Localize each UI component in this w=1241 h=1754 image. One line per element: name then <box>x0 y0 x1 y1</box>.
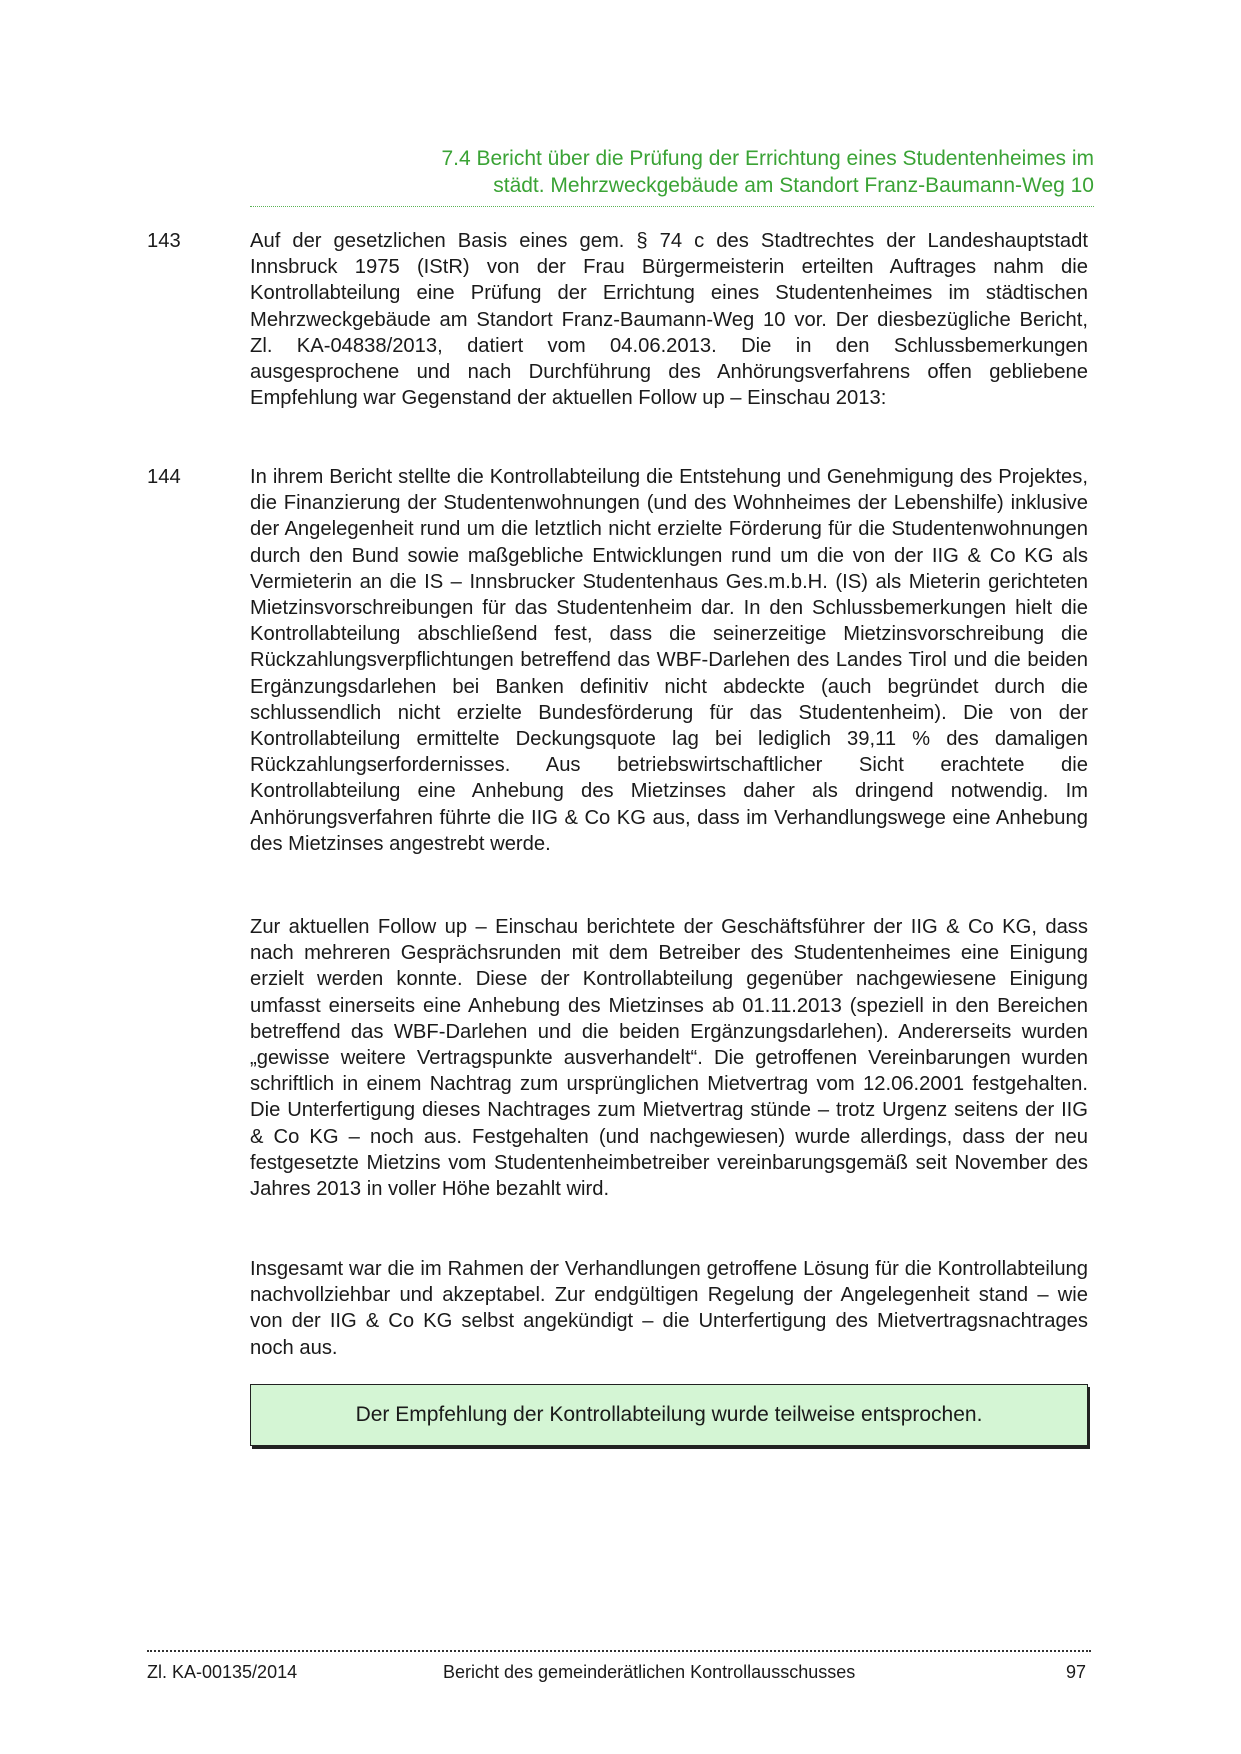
footer-title: Bericht des gemeinderätlichen Kontrollausschusses <box>443 1662 856 1682</box>
section-heading <box>250 145 1094 199</box>
section-heading-line-2: städt. Mehrzweckgebäude am Standort Franz-Baumann-Weg 10 <box>493 174 1094 197</box>
heading-divider <box>250 206 1094 207</box>
paragraph-follow-up: Zur aktuellen Follow up – Einschau berichtete der Geschäftsführer der IIG & Co KG, dass nach mehreren Gesprächsrunden mit dem Betreiber des Studentenheimes eine Einigung erzielt werden konnte. Diese der Kontrollabteilung gegenüber nachgewiesene Einigung umfasst einerseits eine Anhebung des Mietzinses ab 01.11.2013 (speziell in den Bereichen betreffend das WBF-Darlehen und die beiden Ergänzungsdarlehen). Andererseits wurden „gewisse weitere Vertragspunkte ausverhandelt“. Die getroffenen Vereinbarungen wurden schriftlich in einem Nachtrag zum ursprünglichen Mietvertrag vom 12.06.2001 festgehalten. Die Unterfertigung dieses Nachtrages zum Mietvertrag stünde – trotz Urgenz seitens der IIG & Co KG – noch aus. Festgehalten (und nachgewiesen) wurde allerdings, dass der neu festgesetzte Mietzins vom Studentenheimbetreiber vereinbarungsgemäß seit November des Jahres 2013 in voller Höhe bezahlt wird. <box>250 916 1088 1201</box>
footer-reference: Zl. KA-00135/2014 <box>147 1662 298 1682</box>
paragraph-number-143: 143 <box>147 230 181 252</box>
result-text: Der Empfehlung der Kontrollabteilung wurde teilweise entsprochen. <box>355 1403 983 1426</box>
page-number: 97 <box>1066 1662 1087 1682</box>
paragraph-143: Auf der gesetzlichen Basis eines gem. § 74 c des Stadtrechtes der Landeshauptstadt Innsbruck 1975 (IStR) von der Frau Bürgermeisterin erteilten Auftrages nahm die Kontrollabteilung eine Prüfung der Errichtung eines Studentenheimes im städtischen Mehrzweckgebäude am Standort Franz-Baumann-Weg 10 vor. Der diesbezügliche Bericht, Zl. KA-04838/2013, datiert vom 04.06.2013. Die in den Schlussbemerkungen ausgesprochene und nach Durchführung des Anhörungsverfahrens offen gebliebene Empfehlung war Gegenstand der aktuellen Follow up – Einschau 2013: <box>250 230 1088 410</box>
paragraph-number-144: 144 <box>147 466 181 488</box>
footer-divider <box>147 1650 1091 1652</box>
section-heading-line-1: 7.4 Bericht über die Prüfung der Errichtung eines Studentenheimes im <box>441 147 1094 170</box>
paragraph-conclusion: Insgesamt war die im Rahmen der Verhandlungen getroffene Lösung für die Kontrollabteilung nachvollziehbar und akzeptabel. Zur endgültigen Regelung der Angelegenheit stand – wie von der IIG & Co KG selbst angekündigt – die Unterfertigung des Mietvertragsnachtrages noch aus. <box>250 1258 1088 1359</box>
paragraph-144: In ihrem Bericht stellte die Kontrollabteilung die Entstehung und Genehmigung des Projektes, die Finanzierung der Studentenwohnungen (und des Wohnheimes der Lebenshilfe) inklusive der Angelegenheit rund um die letztlich nicht erzielte Förderung für die Studentenwohnungen durch den Bund sowie maßgebliche Entwicklungen rund um die von der IIG & Co KG als Vermieterin an die IS – Innsbrucker Studentenhaus Ges.m.b.H. (IS) als Mieterin gerichteten Mietzinsvorschreibungen für das Studentenheim dar. In den Schlussbemerkungen hielt die Kontrollabteilung abschließend fest, dass die seinerzeitige Mietzinsvorschreibung die Rückzahlungsverpflichtungen betreffend das WBF-Darlehen des Landes Tirol und die beiden Ergänzungsdarlehen bei Banken definitiv nicht abdeckte (auch begründet durch die schlussendlich nicht erzielte Bundesförderung für das Studentenheim). Die von der Kontrollabteilung ermittelte Deckungsquote lag bei lediglich 39,11 % des damaligen Rückzahlungserfordernisses. Aus betriebswirtschaftlicher Sicht erachtete die Kontrollabteilung eine Anhebung des Mietzinses daher als dringend notwendig. Im Anhörungsverfahren führte die IIG & Co KG aus, dass im Verhandlungswege eine Anhebung des Mietzinses angestrebt werde. <box>250 466 1088 855</box>
result-box <box>250 1384 1088 1446</box>
